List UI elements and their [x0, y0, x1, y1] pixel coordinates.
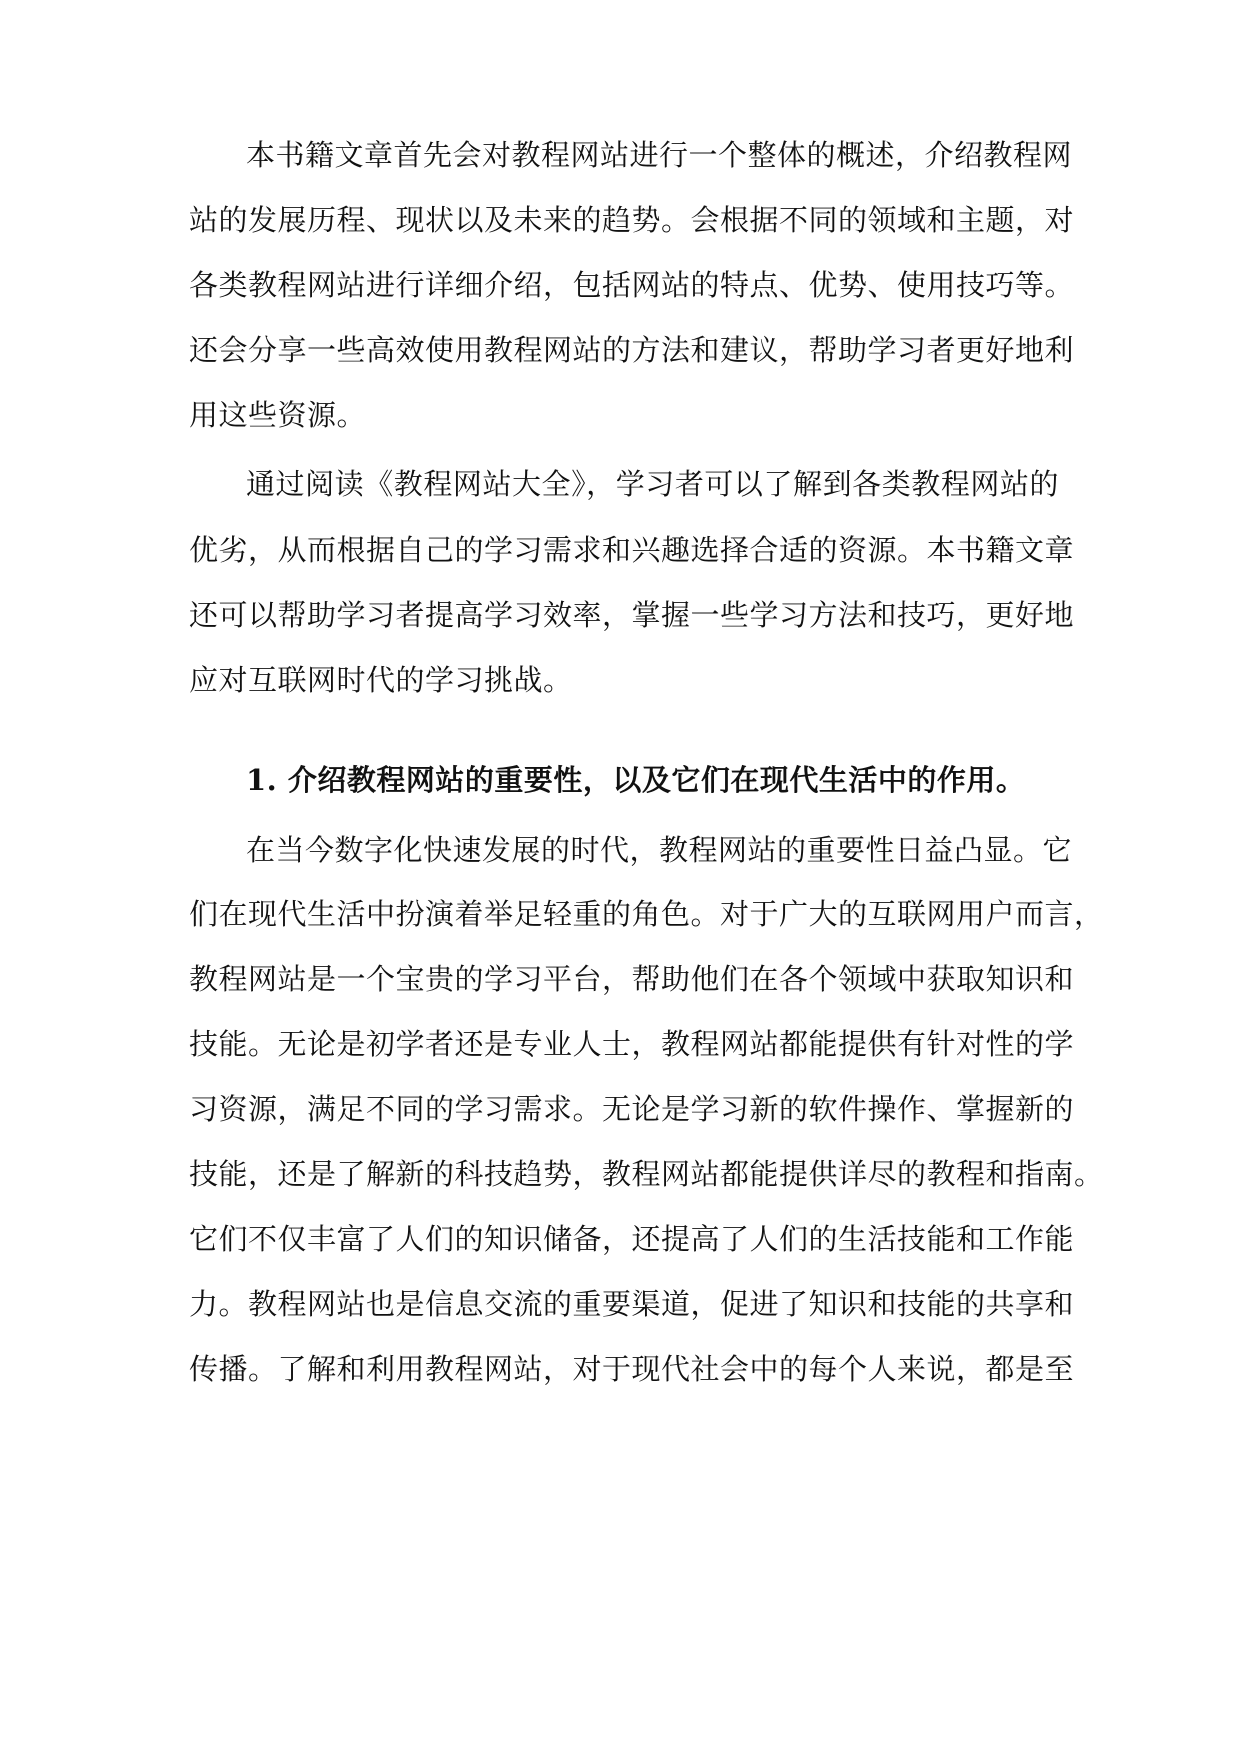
- paragraph-2-line-3: 还可以帮助学习者提高学习效率，掌握一些学习方法和技巧，更好地: [189, 598, 1075, 632]
- paragraph-1-line-5: 用这些资源。: [189, 398, 367, 432]
- paragraph-2-line-2: 优劣，从而根据自己的学习需求和兴趣选择合适的资源。本书籍文章: [189, 533, 1075, 567]
- paragraph-1-line-3: 各类教程网站进行详细介绍，包括网站的特点、优势、使用技巧等。: [189, 268, 1075, 302]
- paragraph-2-line-1: 通过阅读《教程网站大全》，学习者可以了解到各类教程网站的: [246, 467, 1059, 501]
- paragraph-3-line-7: 它们不仅丰富了人们的知识储备，还提高了人们的生活技能和工作能: [189, 1222, 1075, 1256]
- paragraph-1-line-4: 还会分享一些高效使用教程网站的方法和建议，帮助学习者更好地利: [189, 333, 1075, 367]
- section-heading: 1. 介绍教程网站的重要性，以及它们在现代生活中的作用。: [246, 763, 1026, 797]
- paragraph-3-line-8: 力。教程网站也是信息交流的重要渠道，促进了知识和技能的共享和: [189, 1287, 1075, 1321]
- paragraph-1-line-1: 本书籍文章首先会对教程网站进行一个整体的概述，介绍教程网: [246, 138, 1073, 172]
- paragraph-3-line-4: 技能。无论是初学者还是专业人士，教程网站都能提供有针对性的学: [189, 1027, 1075, 1061]
- paragraph-3-line-2: 们在现代生活中扮演着举足轻重的角色。对于广大的互联网用户而言，: [189, 897, 1104, 931]
- paragraph-3-line-5: 习资源，满足不同的学习需求。无论是学习新的软件操作、掌握新的: [189, 1092, 1075, 1126]
- paragraph-3-line-3: 教程网站是一个宝贵的学习平台，帮助他们在各个领域中获取知识和: [189, 962, 1075, 996]
- paragraph-3-line-1: 在当今数字化快速发展的时代，教程网站的重要性日益凸显。它: [246, 833, 1073, 867]
- paragraph-3-line-6: 技能，还是了解新的科技趋势，教程网站都能提供详尽的教程和指南。: [189, 1157, 1104, 1191]
- paragraph-3-line-9: 传播。了解和利用教程网站，对于现代社会中的每个人来说，都是至: [189, 1352, 1075, 1386]
- paragraph-1-line-2: 站的发展历程、现状以及未来的趋势。会根据不同的领域和主题，对: [189, 203, 1075, 237]
- paragraph-2-line-4: 应对互联网时代的学习挑战。: [189, 663, 573, 697]
